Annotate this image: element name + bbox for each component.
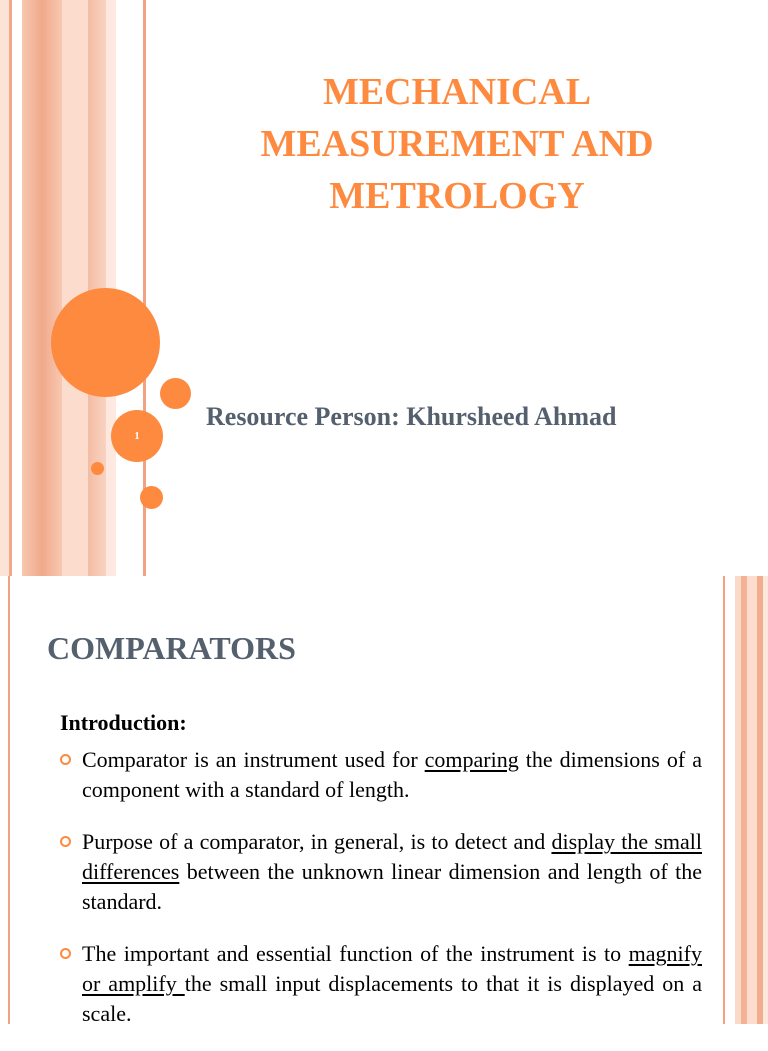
decor-stripe <box>8 576 10 1024</box>
hollow-circle-bullet-icon <box>60 754 71 765</box>
decor-stripe <box>62 0 88 576</box>
decor-circle-tiny <box>91 462 104 475</box>
decor-stripe <box>0 0 9 576</box>
slide-number-badge <box>111 410 163 462</box>
bullet-underlined-text: comparing <box>424 747 519 772</box>
decor-stripe <box>22 0 62 576</box>
bullet-underlined-text: display the small differences <box>82 829 702 884</box>
bullet-text: between the unknown linear dimension and length of the standard. <box>82 859 702 914</box>
bullet-underlined-text: magnify or amplify <box>82 941 702 996</box>
bullet-text: the dimensions of a component with a standard of length. <box>82 747 702 802</box>
hollow-circle-bullet-icon <box>60 836 71 847</box>
hollow-circle-bullet-icon <box>60 948 71 959</box>
list-item <box>60 745 702 805</box>
decor-circle-large <box>51 288 160 397</box>
decor-circle-small <box>140 486 163 509</box>
bullet-list <box>60 745 702 1051</box>
slide-title <box>150 66 764 222</box>
bullet-text: the small input displacements to that it is displayed on a scale. <box>82 971 702 1026</box>
bullet-text: The important and essential function of the instrument is to <box>82 941 629 966</box>
decor-stripe <box>747 576 757 1024</box>
decor-stripe <box>763 576 768 1024</box>
list-item <box>60 827 702 917</box>
decor-circle-medium <box>160 378 191 409</box>
decor-stripe <box>9 0 12 576</box>
intro-heading: Introduction: <box>60 710 187 735</box>
bullet-text: Comparator is an instrument used for <box>82 747 425 772</box>
list-item <box>60 939 702 1029</box>
slide-number: 1 <box>134 430 140 442</box>
title-line-1: MECHANICAL <box>322 71 592 113</box>
slide-subtitle: Resource Person: Khursheed Ahmad <box>206 402 617 431</box>
section-title: COMPARATORS <box>47 630 296 666</box>
decor-stripe <box>723 576 725 1024</box>
title-line-2: MEASUREMENT AND <box>260 123 654 165</box>
bullet-text: Purpose of a comparator, in general, is to detect and <box>82 829 552 854</box>
title-line-3: METROLOGY <box>329 175 585 217</box>
